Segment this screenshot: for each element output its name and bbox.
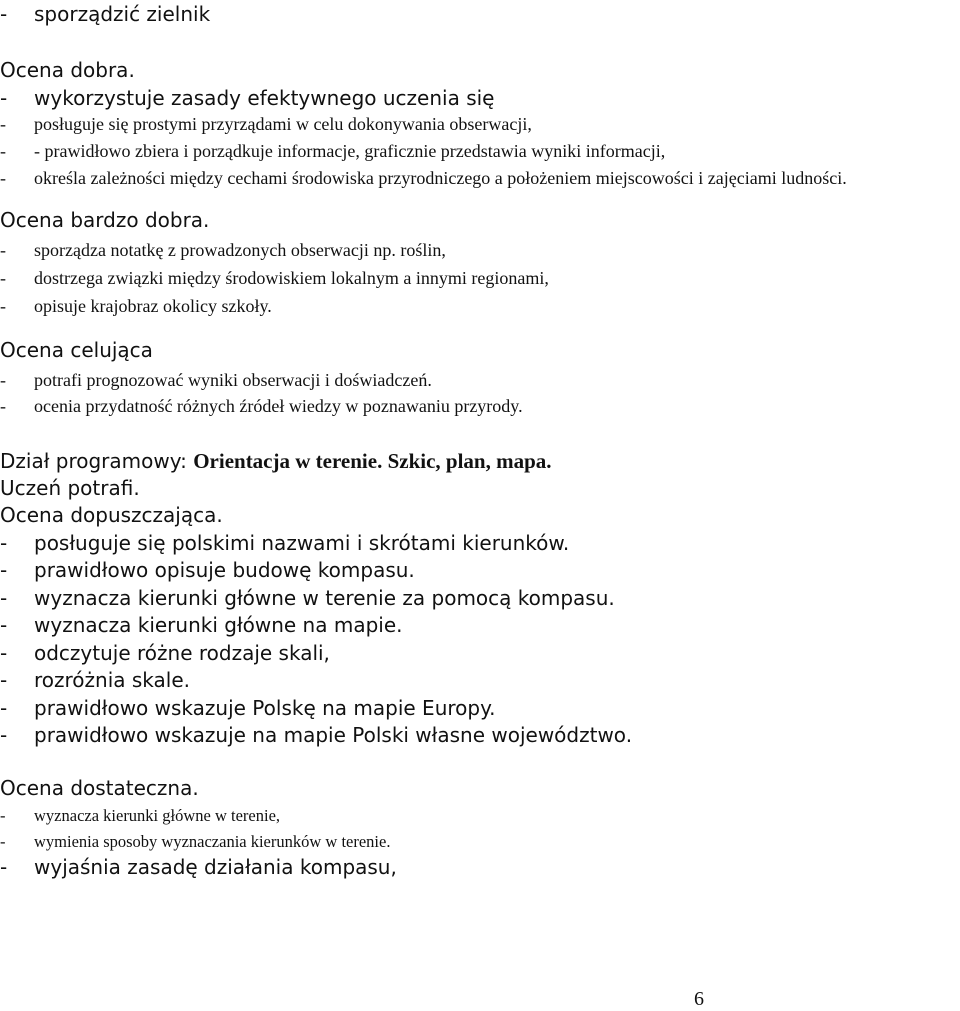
list-item-text: wymienia sposoby wyznaczania kierunków w terenie.: [34, 832, 391, 851]
section-heading-dopuszczajaca: Ocena dopuszczająca.: [0, 503, 223, 527]
list-item: [0, 240, 446, 261]
list-item: [0, 668, 190, 692]
bullet-dash: -: [0, 86, 8, 110]
list-item-text: posługuje się polskimi nazwami i skrótami kierunków.: [34, 531, 570, 555]
list-item-text: prawidłowo opisuje budowę kompasu.: [34, 558, 415, 582]
bullet-dash: -: [0, 641, 8, 665]
list-item-text: sporządzić zielnik: [34, 2, 211, 26]
list-item: [0, 114, 532, 135]
bullet-dash: -: [0, 832, 6, 851]
bullet-dash: -: [0, 396, 6, 416]
list-item-text: sporządza notatkę z prowadzonych obserwacji np. roślin,: [34, 240, 446, 260]
bullet-dash: -: [0, 168, 6, 188]
section-heading-bardzo-dobra: Ocena bardzo dobra.: [0, 208, 210, 232]
list-item: [0, 641, 330, 665]
list-item-text: określa zależności między cechami środowiska przyrodniczego a położeniem miejscowości i zajęciami ludności.: [34, 168, 847, 188]
list-item: [0, 832, 390, 852]
bullet-dash: -: [0, 696, 8, 720]
bullet-dash: -: [0, 668, 8, 692]
bullet-dash: -: [0, 2, 8, 26]
list-item: [0, 268, 549, 289]
list-item: [0, 855, 397, 879]
student-can-label: Uczeń potrafi.: [0, 476, 140, 500]
list-item-text: wyznacza kierunki główne w terenie,: [34, 806, 281, 825]
bullet-dash: -: [0, 586, 8, 610]
list-item: [0, 296, 272, 317]
list-item-text: prawidłowo wskazuje na mapie Polski własne województwo.: [34, 723, 633, 747]
bullet-dash: -: [0, 370, 6, 390]
list-item-text: wykorzystuje zasady efektywnego uczenia się: [34, 86, 495, 110]
bullet-dash: -: [0, 296, 6, 316]
list-item: [0, 613, 403, 637]
list-item: [0, 558, 415, 582]
list-item: [0, 696, 495, 720]
list-item: [0, 396, 523, 417]
bullet-dash: -: [0, 723, 8, 747]
section-heading-dobra: Ocena dobra.: [0, 58, 135, 82]
list-item-text: odczytuje różne rodzaje skali,: [34, 641, 330, 665]
page-number: 6: [694, 988, 704, 1010]
program-section-name: Orientacja w terenie. Szkic, plan, mapa.: [193, 449, 552, 473]
list-item: [0, 586, 615, 610]
list-item: [0, 168, 847, 189]
list-item-text: ocenia przydatność różnych źródeł wiedzy w poznawaniu przyrody.: [34, 396, 523, 416]
bullet-dash: -: [0, 558, 8, 582]
bullet-dash: -: [0, 141, 6, 161]
bullet-dash: -: [0, 114, 6, 134]
program-section-title: [0, 449, 552, 474]
list-item-text: posługuje się prostymi przyrządami w celu dokonywania obserwacji,: [34, 114, 532, 134]
list-item-text: wyjaśnia zasadę działania kompasu,: [34, 855, 397, 879]
list-item-text: wyznacza kierunki główne na mapie.: [34, 613, 403, 637]
list-item: [0, 370, 432, 391]
list-item: [0, 141, 665, 162]
program-section-prefix: Dział programowy:: [0, 449, 194, 473]
list-item-text: dostrzega związki między środowiskiem lokalnym a innymi regionami,: [34, 268, 549, 288]
list-item: [0, 86, 494, 110]
list-item-text: potrafi prognozować wyniki obserwacji i doświadczeń.: [34, 370, 432, 390]
list-item: [0, 2, 210, 26]
bullet-dash: -: [0, 531, 8, 555]
bullet-dash: -: [0, 268, 6, 288]
list-item-text: - prawidłowo zbiera i porządkuje informacje, graficznie przedstawia wyniki informacji,: [34, 141, 666, 161]
bullet-dash: -: [0, 613, 8, 637]
list-item: [0, 723, 632, 747]
section-heading-dostateczna: Ocena dostateczna.: [0, 776, 199, 800]
section-heading-celujaca: Ocena celująca: [0, 338, 153, 362]
list-item: [0, 531, 569, 555]
list-item-text: prawidłowo wskazuje Polskę na mapie Europy.: [34, 696, 496, 720]
bullet-dash: -: [0, 855, 8, 879]
bullet-dash: -: [0, 240, 6, 260]
bullet-dash: -: [0, 806, 6, 825]
list-item-text: rozróżnia skale.: [34, 668, 191, 692]
list-item-text: opisuje krajobraz okolicy szkoły.: [34, 296, 272, 316]
list-item: [0, 806, 280, 826]
list-item-text: wyznacza kierunki główne w terenie za pomocą kompasu.: [34, 586, 615, 610]
